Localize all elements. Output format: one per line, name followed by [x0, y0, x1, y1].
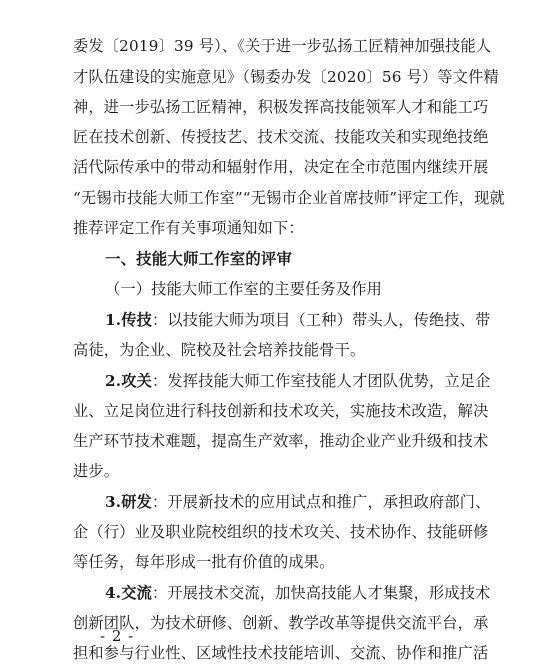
item-3-text: ：开展新技术的应用试点和推广，承担政府部门、: [152, 493, 491, 511]
item-2-first-line: [105, 371, 491, 391]
item-1-first-line: [105, 310, 491, 330]
item-1-text: ：以技能大师为项目（工种）带头人，传绝技、带: [152, 311, 491, 329]
paragraph-line: 推荐评定工作有关事项通知如下：: [73, 219, 304, 237]
item-3-line: 等任务，每年形成一批有价值的成果。: [73, 553, 335, 571]
item-4-line: 创新团队，为技术研修、创新、教学改革等提供交流平台，承: [73, 614, 489, 632]
item-3-label: 3.研发: [105, 493, 153, 511]
paragraph-line: 委发〔2019〕39 号）、《关于进一步弘扬工匠精神加强技能人: [73, 37, 492, 55]
item-2-label: 2.攻关: [105, 372, 153, 390]
item-1-line: 高徒，为企业、院校及社会培养技能骨干。: [73, 341, 366, 359]
subsection-heading: （一）技能大师工作室的主要任务及作用: [105, 280, 382, 298]
item-4-text: ：开展技术交流，加快高技能人才集聚，形成技术: [152, 584, 491, 602]
item-2-line: 业、立足岗位进行科技创新和技术攻关，实施技术改造，解决: [73, 402, 489, 420]
paragraph-line: 才队伍建设的实施意见》（锡委办发〔2020〕56 号）等文件精: [73, 68, 499, 86]
item-4-label: 4.交流: [105, 584, 153, 602]
paragraph-line: 神，进一步弘扬工匠精神，积极发挥高技能领军人才和能工巧: [73, 98, 489, 116]
page-number: - 2 -: [100, 627, 135, 645]
paragraph-line: 匠在技术创新、传授技艺、技术交流、技能攻关和实现绝技绝: [73, 128, 489, 146]
item-2-line: 进步。: [73, 462, 120, 480]
item-3-first-line: [105, 492, 491, 512]
item-2-line: 生产环节技术难题，提高生产效率，推动企业产业升级和技术: [73, 432, 489, 450]
section-heading: 一、技能大师工作室的评审: [105, 250, 293, 268]
item-2-text: ：发挥技能大师工作室技能人才团队优势，立足企: [152, 372, 491, 390]
paragraph-line: 活代际传承中的带动和辐射作用，决定在全市范围内继续开展: [73, 158, 489, 176]
paragraph-line: “无锡市技能大师工作室”“无锡市企业首席技师”评定工作，现就: [73, 189, 505, 207]
item-4-first-line: [105, 583, 491, 603]
item-3-line: 企（行）业及职业院校组织的技术攻关、技术协作、技能研修: [73, 523, 489, 541]
item-4-line: 担和参与行业性、区域性技术技能培训、交流、协作和推广活: [73, 644, 489, 662]
item-1-label: 1.传技: [105, 311, 153, 329]
